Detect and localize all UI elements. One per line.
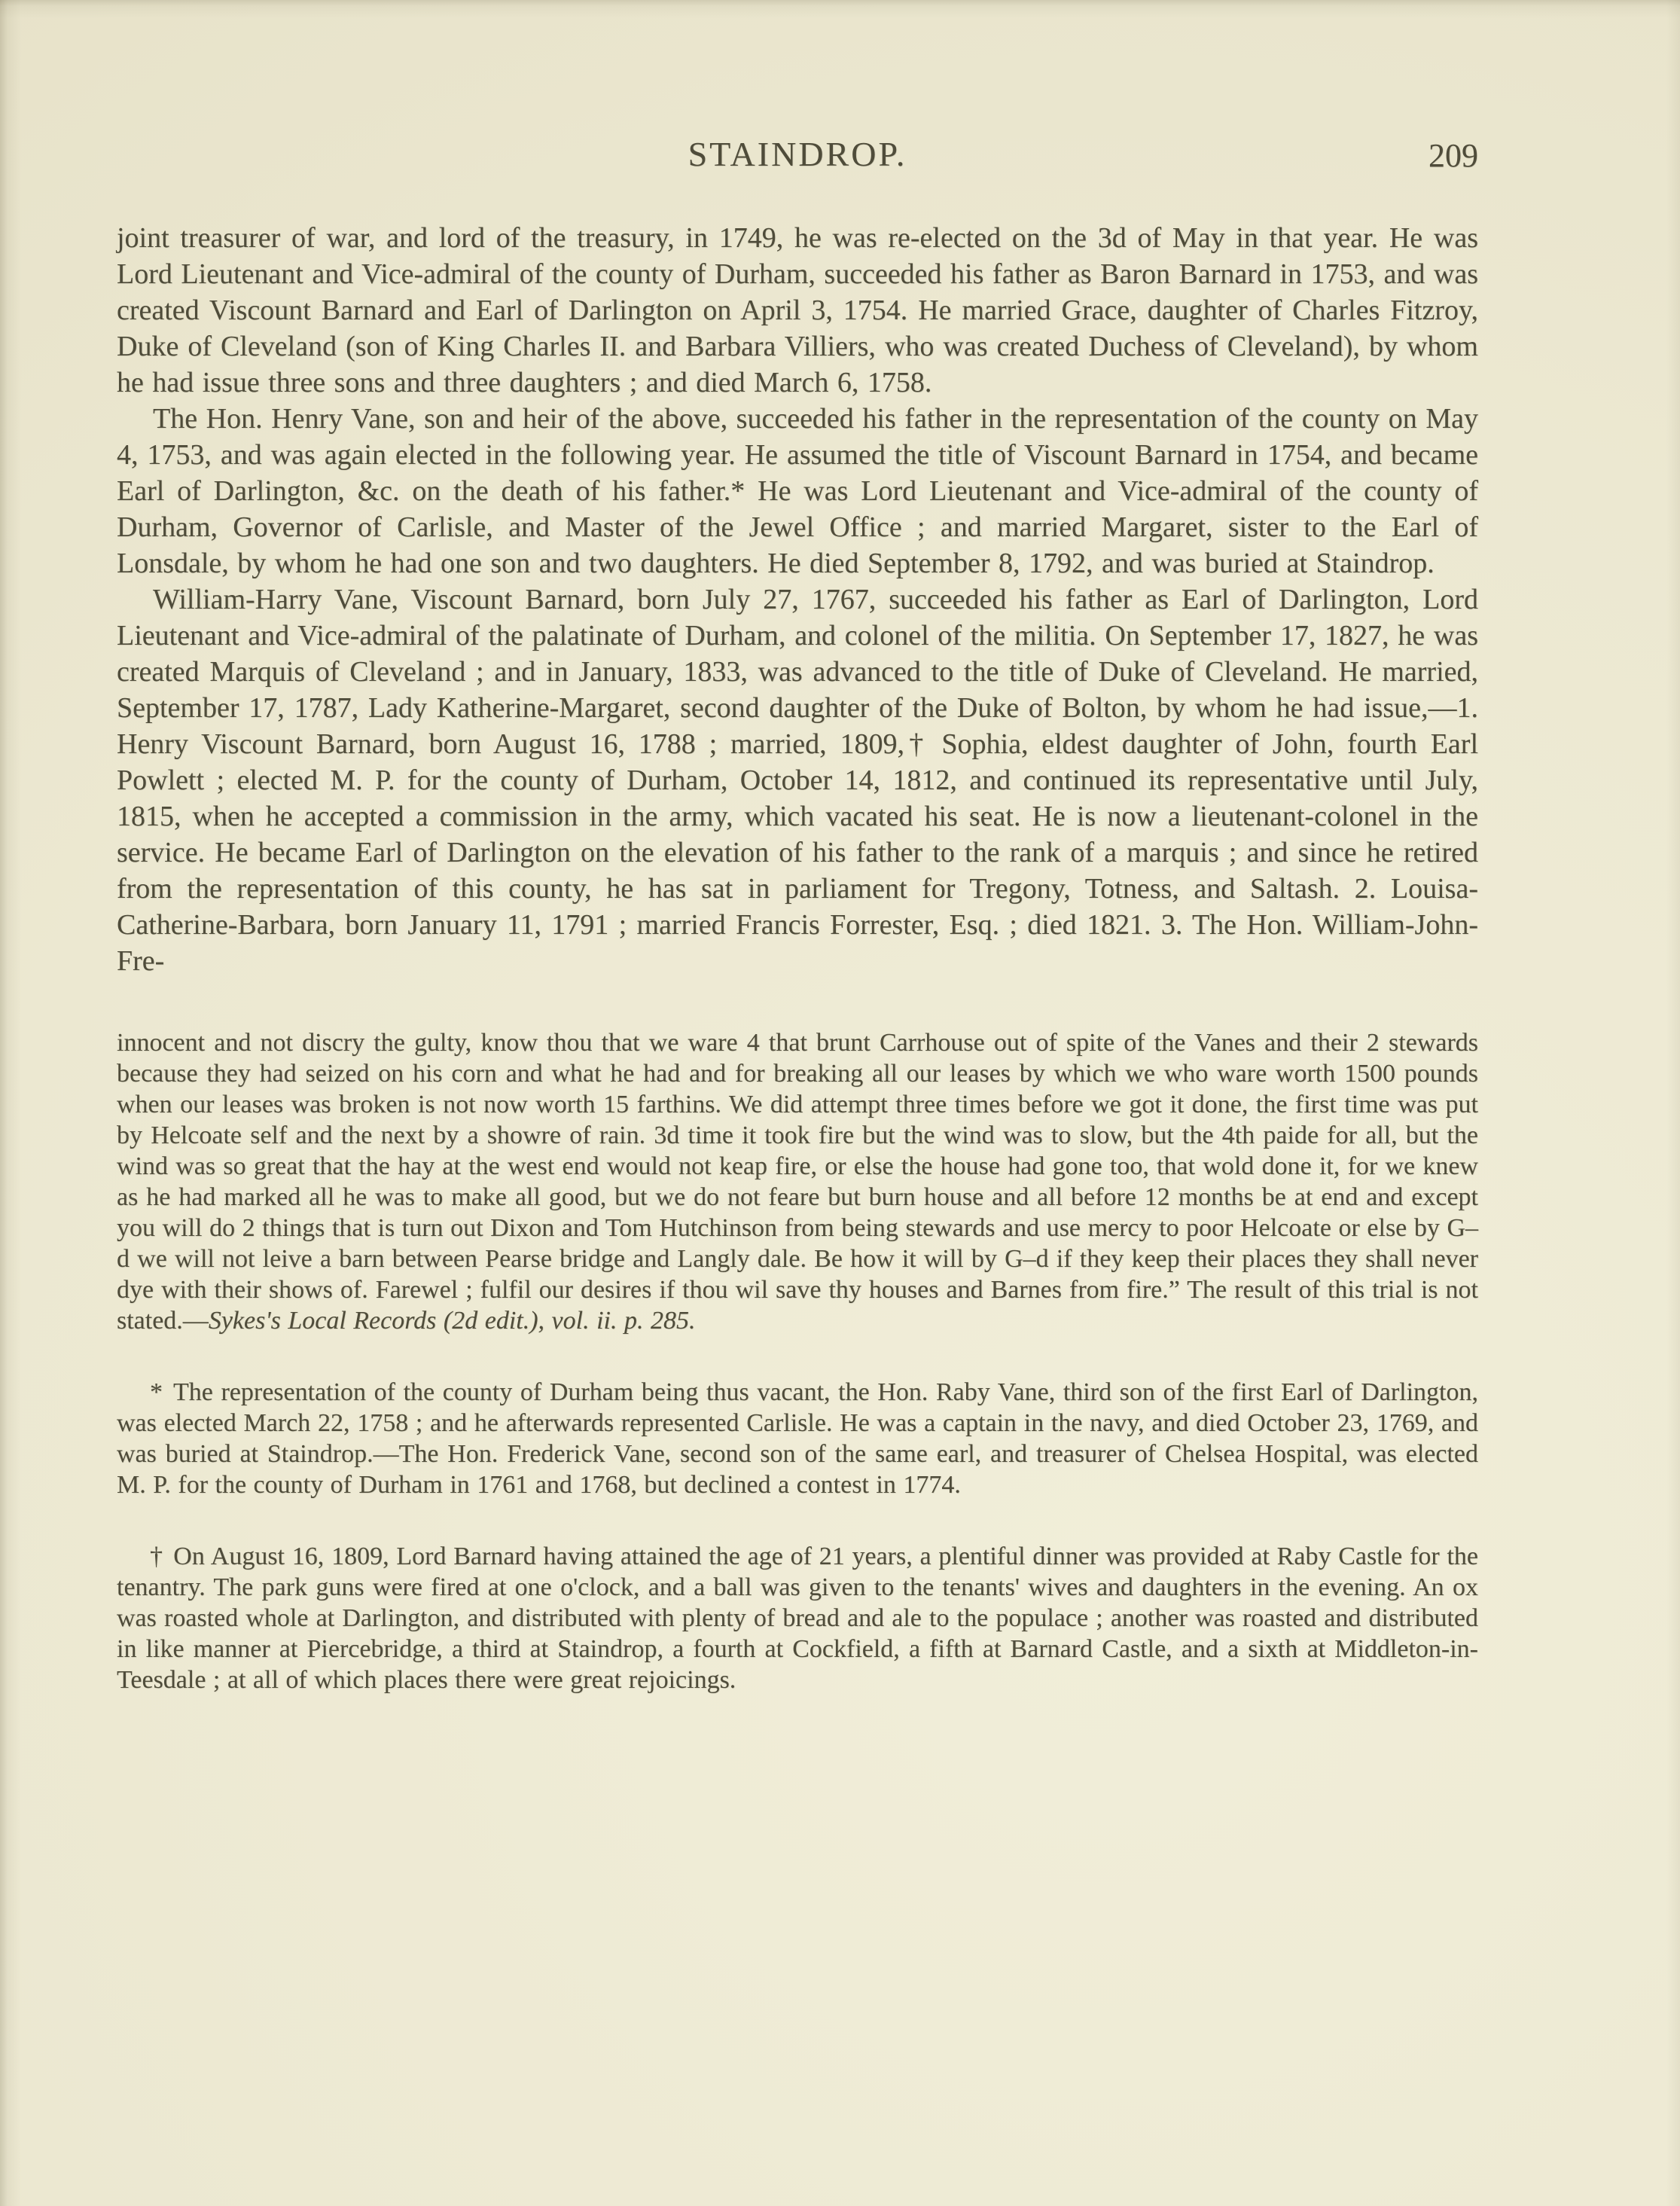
footnote-dagger (117, 1541, 1478, 1695)
footnote-source-citation: Sykes's Local Records (2d edit.), vol. ii. p. 285. (208, 1307, 696, 1335)
body-paragraph-henry-vane: The Hon. Henry Vane, son and heir of the above, succeeded his father in the representation of the county on May 4, 1753, and was again elected in the following year. He assumed the title of Viscount Barnard in 1754, and became Earl of Darlington, &c. on the death of his father.* He was Lord Lieutenant and Vice-admiral of the county of Durham, Governor of Carlisle, and Master of the Jewel Office ; and married Margaret, sister to the Earl of Lonsdale, by whom he had one son and two daughters. He died September 8, 1792, and was buried at Staindrop. (117, 403, 1478, 579)
body-paragraph-william-harry-vane: William-Harry Vane, Viscount Barnard, born July 27, 1767, succeeded his father as Earl of Darlington, Lord Lieutenant and Vice-admiral of the palatinate of Durham, and colonel of the militia. On September 17, 1827, he was created Marquis of Cleveland ; and in January, 1833, was advanced to the title of Duke of Cleveland. He married, September 17, 1787, Lady Katherine-Margaret, second daughter of the Duke of Bolton, by whom he had issue,—1. Henry Viscount Barnard, born August 16, 1788 ; married, 1809,† Sophia, eldest daughter of John, fourth Earl Powlett ; elected M. P. for the county of Durham, October 14, 1812, and continued its representative until July, 1815, when he accepted a commission in the army, which vacated his seat. He is now a lieutenant-colonel in the service. He became Earl of Darlington on the elevation of his father to the rank of a marquis ; and since he retired from the representation of this county, he has sat in parliament for Tregony, Totness, and Saltash. 2. Louisa-Catherine-Barbara, born January 11, 1791 ; married Francis Forrester, Esq. ; died 1821. 3. The Hon. William-John-Fre- (117, 584, 1478, 977)
footnotes-block (117, 1027, 1478, 1695)
footnote-continuation (117, 1027, 1478, 1336)
page-number: 209 (1428, 137, 1478, 174)
main-text-block (117, 220, 1478, 979)
dagger-marker: † (150, 1542, 163, 1570)
footnote-asterisk-text: The representation of the county of Durham being thus vacant, the Hon. Raby Vane, third son of the first Earl of Darlington, was elected March 22, 1758 ; and he afterwards represented Carlisle. He was a captain in the navy, and died October 23, 1769, and was buried at Staindrop.—The Hon. Frederick Vane, second son of the same earl, and treasurer of Chelsea Hospital, was elected M. P. for the county of Durham in 1761 and 1768, but declined a contest in 1774. (117, 1378, 1478, 1499)
asterisk-marker: * (150, 1378, 163, 1406)
body-paragraph-continuation: joint treasurer of war, and lord of the treasury, in 1749, he was re-elected on the 3d of May in that year. He was Lord Lieutenant and Vice-admiral of the county of Durham, succeeded his father as Baron Barnard in 1753, and was created Viscount Barnard and Earl of Darlington on April 3, 1754. He married Grace, daughter of Charles Fitzroy, Duke of Cleveland (son of King Charles II. and Barbara Villiers, who was created Duchess of Cleveland), by whom he had issue three sons and three daughters ; and died March 6, 1758. (117, 222, 1478, 398)
footnote-continuation-text: innocent and not discry the gulty, know thou that we ware 4 that brunt Carrhouse out of spite of the Vanes and their 2 stewards because they had seized on his corn and what he had and for breaking all our leases by which we who ware worth 1500 pounds when our leases was broken is not now worth 15 farthins. We did attempt three times before we got it done, the first time was put by Helcoate self and the next by a showre of rain. 3d time it took fire but the wind was to slow, but the 4th paide for all, but the wind was so great that the hay at the west end would not keap fire, or else the house had gone too, that wold done it, for we knew as he had marked all he was to make all good, but we do not feare but burn house and all before 12 months be at end and except you will do 2 things that is turn out Dixon and Tom Hutchinson from being stewards and use mercy to poor Helcoate or else by G–d we will not leive a barn between Pearse bridge and Langly dale. Be how it will by G–d if they keep their places they shall never dye with their shows of. Farewel ; fulfil our desires if thou wil save thy houses and Barnes from fire.” The result of this trial is not stated.— (117, 1029, 1478, 1335)
page-header (117, 134, 1478, 178)
running-title: STAINDROP. (688, 135, 907, 173)
footnote-dagger-text: On August 16, 1809, Lord Barnard having attained the age of 21 years, a plentiful dinner was provided at Raby Castle for the tenantry. The park guns were fired at one o'clock, and a ball was given to the tenants' wives and daughters in the evening. An ox was roasted whole at Darlington, and distributed with plenty of bread and ale to the populace ; another was roasted and distributed in like manner at Piercebridge, a third at Staindrop, a fourth at Cockfield, a fifth at Barnard Castle, and a sixth at Middleton-in-Teesdale ; at all of which places there were great rejoicings. (117, 1542, 1478, 1694)
footnote-asterisk (117, 1377, 1478, 1500)
